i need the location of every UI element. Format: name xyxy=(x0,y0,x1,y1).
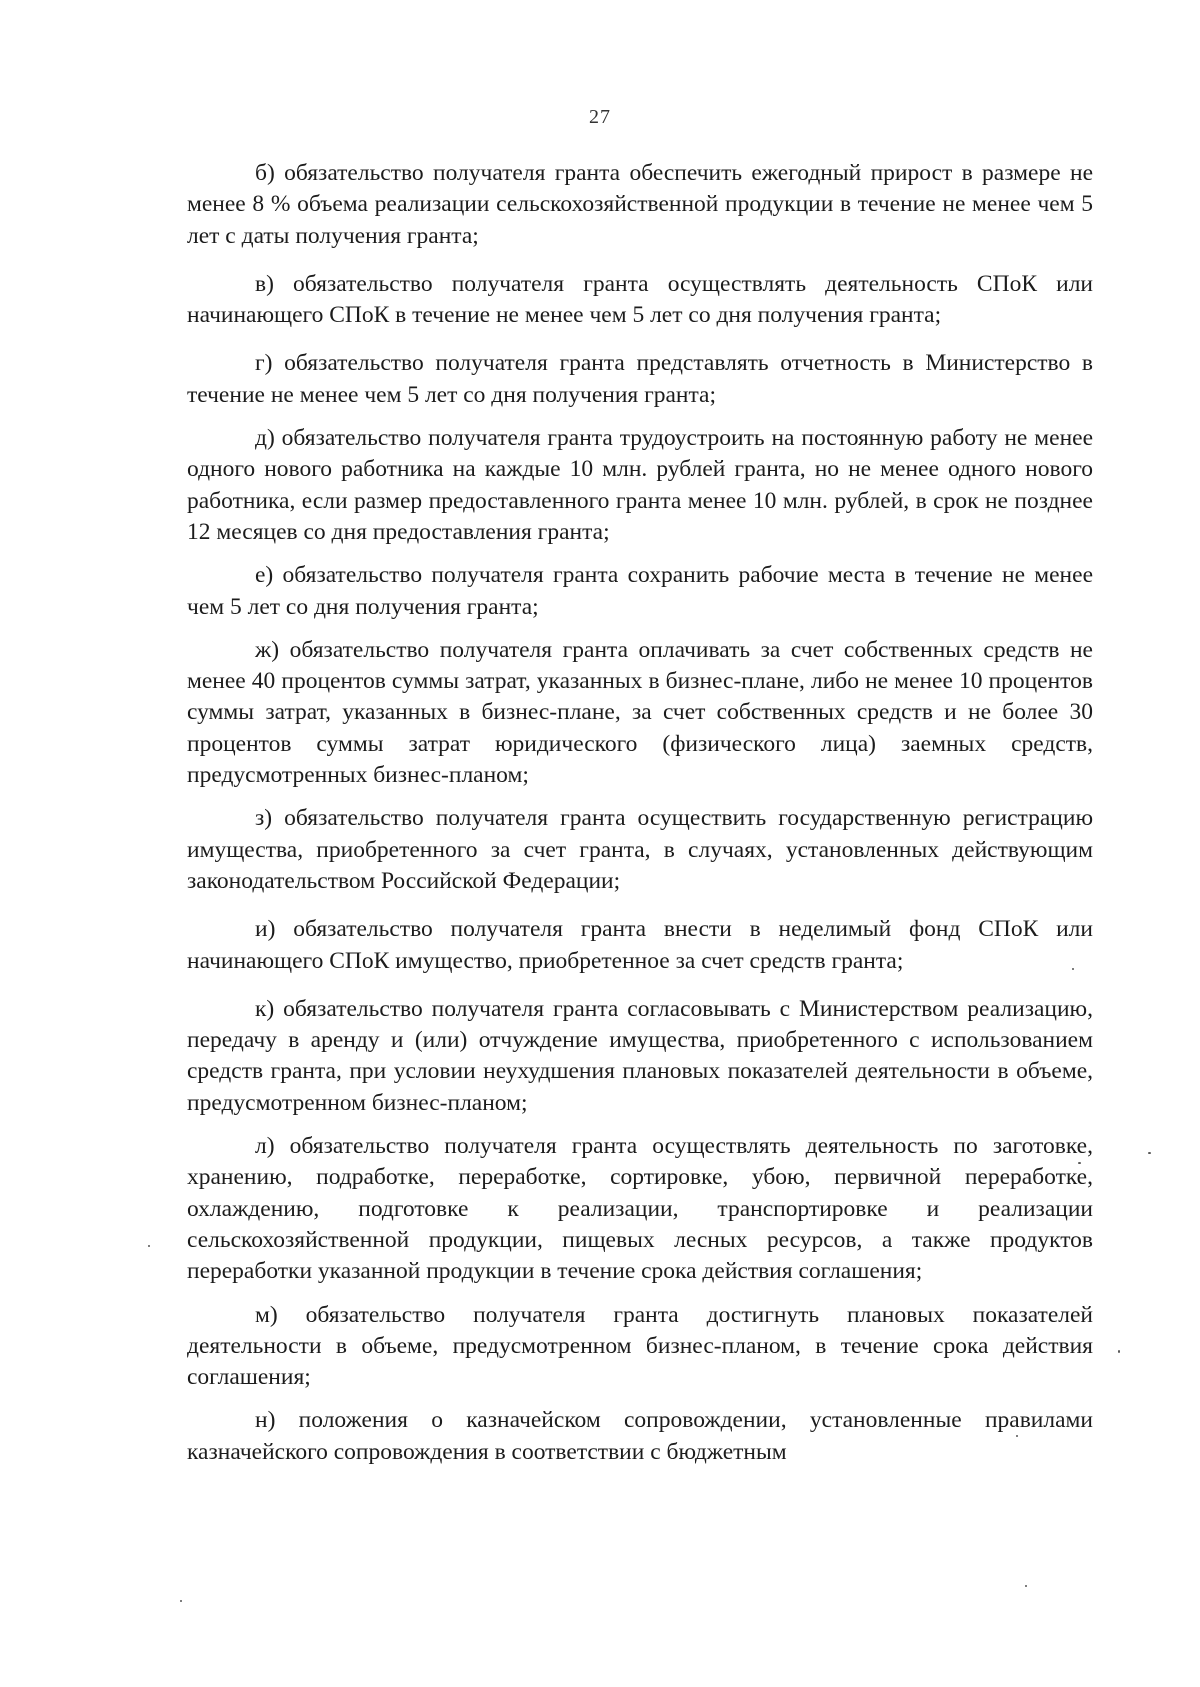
paragraph-i: и) обязательство получателя гранта внести в неделимый фонд СПоК или начинающего СПоК имущество, приобретенное за счет средств гранта; xyxy=(187,916,1093,974)
paragraph-d: д) обязательство получателя гранта трудоустроить на постоянную работу не менее одного нового работника на каждые 10 млн. рублей гранта, но не менее одного нового работника, если размер предоставленного гранта менее 10 млн. рублей, в срок не позднее 12 месяцев со дня предоставления гранта; xyxy=(187,425,1093,545)
paragraph-e: е) обязательство получателя гранта сохранить рабочие места в течение не менее чем 5 лет со дня получения гранта; xyxy=(187,562,1093,620)
scan-speck xyxy=(1016,1435,1018,1437)
paragraph-k: к) обязательство получателя гранта согласовывать с Министерством реализацию, передачу в аренду и (или) отчуждение имущества, приобретенного с использованием средств гранта, при условии неухудшения плановых показателей деятельности в объеме, предусмотренном бизнес-планом; xyxy=(187,995,1093,1116)
paragraph-v: в) обязательство получателя гранта осуществлять деятельность СПоК или начинающего СПоК в течение не менее чем 5 лет со дня получения гранта; xyxy=(187,270,1093,329)
paragraph-b: б) обязательство получателя гранта обеспечить ежегодный прирост в размере не менее 8 % объема реализации сельскохозяйственной продукции в течение не менее чем 5 лет с даты получения гранта; xyxy=(187,160,1093,249)
paragraph-l: л) обязательство получателя гранта осуществлять деятельность по заготовке, хранению, подработке, переработке, сортировке, убою, первичной переработке, охлаждению, подготовке к реализации, транспортировке и реализации сельскохозяйственной продукции, пищевых лесных ресурсов, а также продуктов переработки указанной продукции в течение срока действия соглашения; xyxy=(187,1133,1093,1285)
paragraph-m: м) обязательство получателя гранта достигнуть плановых показателей деятельности в объеме, предусмотренном бизнес-планом, в течение срока действия соглашения; xyxy=(187,1301,1093,1391)
document-body xyxy=(187,158,1093,1468)
scan-speck xyxy=(1025,1585,1027,1587)
scan-speck xyxy=(180,1600,182,1602)
scan-speck xyxy=(1072,968,1074,970)
paragraph-zh: ж) обязательство получателя гранта оплачивать за счет собственных средств не менее 40 процентов суммы затрат, указанных в бизнес-плане, либо не менее 10 процентов суммы затрат, указанных в бизнес-плане, за счет собственных средств и не более 30 процентов суммы затрат юридического (физического лица) заемных средств, предусмотренных бизнес-планом; xyxy=(187,636,1093,789)
scan-speck xyxy=(1148,1152,1151,1154)
page-number: 27 xyxy=(589,106,611,128)
paragraph-z: з) обязательство получателя гранта осуществить государственную регистрацию имущества, приобретенного за счет гранта, в случаях, установленных действующим законодательством Российской Федерации; xyxy=(187,805,1093,894)
scan-speck xyxy=(1118,1350,1120,1353)
scan-speck xyxy=(1078,1162,1081,1164)
scan-speck xyxy=(148,1245,150,1247)
paragraph-n: н) положения о казначейском сопровождении, установленные правилами казначейского сопровождения в соответствии с бюджетным xyxy=(187,1407,1093,1465)
paragraph-g: г) обязательство получателя гранта представлять отчетность в Министерство в течение не менее чем 5 лет со дня получения гранта; xyxy=(187,350,1093,408)
